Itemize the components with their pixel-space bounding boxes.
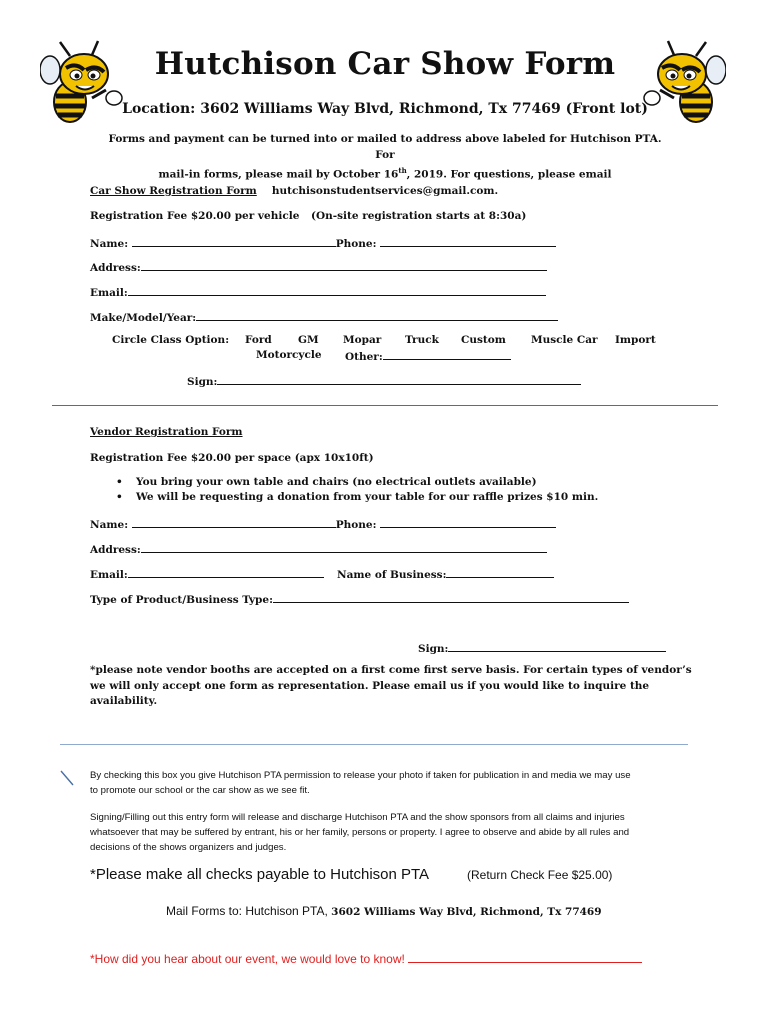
car-address-row: [90, 260, 547, 274]
hear-about-row: [90, 951, 642, 966]
class-option-import[interactable]: Import: [615, 334, 656, 346]
vendor-section-heading: Vendor Registration Form: [90, 426, 243, 438]
car-onsite: (On-site registration starts at 8:30a): [311, 210, 527, 222]
class-other-row: [345, 349, 511, 363]
mail-forms-row: [166, 900, 602, 919]
car-email-row: [90, 285, 546, 299]
page-title: Hutchison Car Show Form: [154, 46, 616, 82]
hear-about-field[interactable]: [408, 951, 642, 963]
vendor-type-row: [90, 592, 629, 606]
car-make-label: Make/Model/Year:: [90, 312, 197, 324]
intro-line-2-end: , 2019. For questions, please email: [406, 168, 612, 181]
checks-payable-text: *Please make all checks payable to Hutchison PTA: [90, 866, 430, 883]
car-fee: Registration Fee $20.00 per vehicle: [90, 210, 300, 222]
class-option-ford[interactable]: Ford: [245, 334, 272, 346]
vendor-sign-row: [418, 641, 666, 655]
intro-line-3: hutchisonstudentservices@gmail.com.: [271, 184, 499, 197]
photo-consent-checkbox[interactable]: [58, 768, 78, 788]
vendor-name-field[interactable]: [132, 517, 336, 528]
vendor-note-line-1: *please note vendor booths are accepted on a first come first serve basis. For certain types of vendor’s: [90, 664, 692, 676]
car-name-label: Name:: [90, 238, 132, 250]
vendor-type-field[interactable]: [273, 592, 629, 603]
waiver-line-3: decisions of the shows organizers and judges.: [90, 842, 287, 853]
class-other-field[interactable]: [383, 349, 511, 360]
car-phone-field[interactable]: [380, 236, 556, 247]
intro-line-2-sup: th: [398, 166, 407, 175]
class-option-custom[interactable]: Custom: [461, 334, 506, 346]
vendor-fee: Registration Fee $20.00 per space (apx 10x10ft): [90, 452, 374, 464]
photo-consent-line-2: to promote our school or the car show as we see fit.: [90, 785, 310, 796]
photo-consent-line-1: By checking this box you give Hutchison PTA permission to release your photo if taken for publication in and media we may use: [90, 770, 631, 781]
vendor-bullet-1: • You bring your own table and chairs (no electrical outlets available): [136, 476, 537, 488]
vendor-phone-field[interactable]: [380, 517, 556, 528]
class-option-motorcycle[interactable]: Motorcycle: [256, 349, 322, 361]
vendor-email-label: Email:: [90, 569, 128, 581]
vendor-address-field[interactable]: [141, 542, 547, 553]
section-divider-1: [52, 405, 718, 406]
intro-line-1: Forms and payment can be turned into or mailed to address above labeled for Hutchison PTA. For: [108, 133, 662, 161]
vendor-address-label: Address:: [90, 544, 141, 556]
class-other-label: Other:: [345, 351, 383, 363]
vendor-business-field[interactable]: [446, 567, 554, 578]
vendor-type-label: Type of Product/Business Type:: [90, 594, 273, 606]
intro-line-2: [100, 163, 670, 183]
vendor-bullet-2: • We will be requesting a donation from your table for our raffle prizes $10 min.: [136, 491, 598, 503]
class-option-gm[interactable]: GM: [298, 334, 319, 346]
class-option-truck[interactable]: Truck: [405, 334, 439, 346]
vendor-sign-field[interactable]: [448, 641, 666, 652]
vendor-business-label: Name of Business:: [337, 569, 447, 581]
car-make-field[interactable]: [196, 310, 558, 321]
photo-consent-text: [90, 768, 631, 798]
waiver-line-2: whatsoever that may be suffered by entrant, his or her family, persons or property. I agree to observe and abide by all rules and: [90, 827, 630, 838]
car-phone-label: Phone:: [335, 238, 381, 250]
section-divider-2: [60, 744, 688, 745]
class-option-mopar[interactable]: Mopar: [343, 334, 382, 346]
vendor-note: [90, 663, 692, 710]
car-sign-row: [187, 374, 581, 388]
vendor-sign-label: Sign:: [418, 643, 449, 655]
vendor-email-field[interactable]: [128, 567, 324, 578]
car-email-field[interactable]: [128, 285, 546, 296]
car-address-label: Address:: [90, 262, 141, 274]
vendor-business-row: [337, 567, 554, 581]
car-sign-label: Sign:: [187, 376, 218, 388]
return-check-fee: (Return Check Fee $25.00): [467, 868, 613, 882]
vendor-note-line-2: we will only accept one form as representation. Please email us if you would like to inquire the: [90, 679, 650, 692]
hear-about-question: *How did you hear about our event, we would love to know!: [90, 952, 405, 966]
car-make-row: [90, 310, 558, 324]
vendor-name-row: [90, 517, 556, 531]
vendor-note-line-3: availability.: [90, 695, 158, 707]
waiver-line-1: Signing/Filling out this entry form will release and discharge Hutchison PTA and the show sponsors from all claims and injuries: [90, 812, 625, 823]
vendor-address-row: [90, 542, 547, 556]
mail-forms-label: Mail Forms to: Hutchison PTA,: [166, 904, 332, 918]
car-name-row: [90, 236, 556, 250]
vendor-email-row: [90, 567, 324, 581]
class-label: Circle Class Option:: [112, 334, 230, 346]
class-option-muscle-car[interactable]: Muscle Car: [531, 334, 598, 346]
car-sign-field[interactable]: [217, 374, 581, 385]
mail-forms-address: 3602 Williams Way Blvd, Richmond, Tx 77469: [331, 906, 602, 918]
vendor-phone-label: Phone:: [335, 519, 381, 531]
car-address-field[interactable]: [141, 260, 547, 271]
intro-line-2-start: mail-in forms, please mail by October 16: [158, 168, 399, 181]
car-name-field[interactable]: [132, 236, 336, 247]
waiver-text: [90, 810, 629, 855]
location-line: Location: 3602 Williams Way Blvd, Richmond, Tx 77469 (Front lot): [122, 101, 648, 117]
vendor-name-label: Name:: [90, 519, 132, 531]
car-email-label: Email:: [90, 287, 128, 299]
car-section-heading: Car Show Registration Form: [90, 185, 257, 197]
